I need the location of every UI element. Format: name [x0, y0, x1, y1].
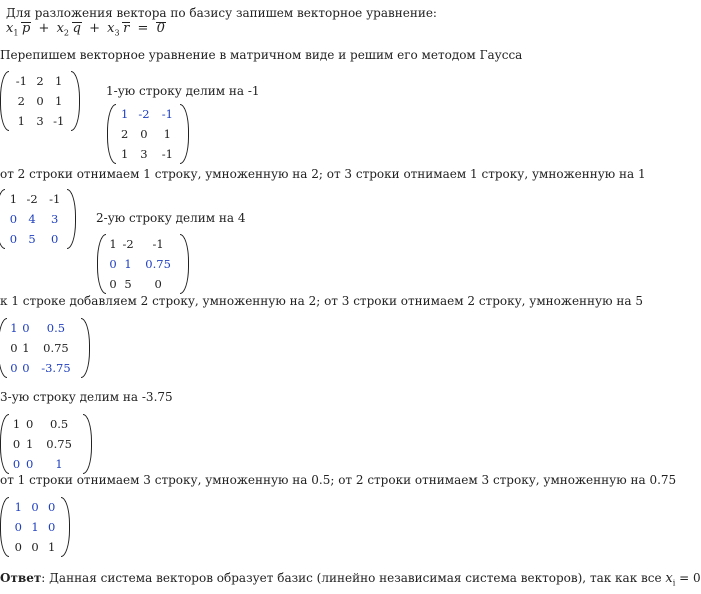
matrix-cell: 0	[22, 361, 30, 375]
matrix-cell: 0	[12, 457, 21, 471]
matrix-cell: 3	[140, 147, 148, 161]
matrix-table	[8, 318, 80, 378]
matrix-row	[8, 338, 80, 358]
matrix-cell: 5	[28, 232, 36, 246]
matrix-step-2	[0, 189, 76, 249]
right-bracket	[83, 414, 92, 474]
equation-term-3: $x_3$ r	[107, 21, 130, 38]
matrix-cell: 0	[25, 417, 34, 431]
matrix-cell: 1	[9, 192, 18, 206]
matrix-row	[117, 124, 179, 144]
matrix-row	[10, 71, 70, 91]
matrix-cell: 0	[31, 500, 39, 514]
left-bracket	[0, 189, 5, 249]
matrix-row	[10, 537, 60, 557]
matrix-row	[10, 434, 82, 454]
answer-tail: = 0	[675, 571, 701, 585]
left-bracket	[0, 497, 9, 557]
equation-term-2: $x_2$ q	[56, 21, 81, 38]
matrix-table	[10, 497, 60, 557]
matrix-cell: 2	[120, 127, 129, 141]
matrix-cell: 0	[14, 540, 22, 554]
matrix-step-4	[0, 318, 90, 378]
matrix-cell: 1	[12, 417, 21, 431]
matrix-step-3	[97, 234, 189, 294]
matrix-cell: 0.75	[145, 257, 171, 271]
matrix-cell: 0	[22, 321, 30, 335]
zero-vector: 0	[156, 21, 165, 36]
matrix-row	[6, 189, 66, 209]
matrix-initial	[0, 71, 80, 131]
matrix-cell: 1	[25, 437, 34, 451]
matrix-row	[10, 111, 70, 131]
matrix-cell: 5	[124, 277, 132, 291]
matrix-row	[6, 229, 66, 249]
matrix-cell: 0	[12, 437, 21, 451]
matrix-cell: 1	[55, 94, 63, 108]
matrix-row	[10, 414, 82, 434]
matrix-cell: 0.5	[46, 321, 66, 335]
plus-sign: +	[38, 21, 50, 36]
intro-text: Для разложения вектора по базису запишем векторное уравнение:	[6, 6, 437, 20]
plus-sign: +	[89, 21, 100, 36]
left-bracket	[0, 414, 9, 474]
left-bracket	[97, 234, 106, 294]
matrix-cell: 1	[17, 114, 25, 128]
step-text-4: к 1 строке добавляем 2 строку, умноженную на 2; от 3 строки отнимаем 2 строку, умноженную на 5	[0, 294, 643, 308]
matrix-cell: 0	[109, 277, 117, 291]
step-text-3: 2-ую строку делим на 4	[96, 211, 246, 225]
matrix-cell: 0	[9, 212, 18, 226]
matrix-cell: 0	[9, 232, 18, 246]
matrix-row	[107, 254, 179, 274]
right-bracket	[81, 318, 90, 378]
right-bracket	[180, 104, 189, 164]
matrix-table	[6, 189, 66, 249]
matrix-cell: -2	[138, 107, 150, 121]
matrix-row	[117, 144, 179, 164]
matrix-cell: 1	[55, 74, 63, 88]
matrix-intro-text: Перепишем векторное уравнение в матричном виде и решим его методом Гаусса	[0, 48, 523, 62]
matrix-cell: 1	[120, 147, 129, 161]
matrix-step-5	[0, 414, 92, 474]
answer-line	[0, 571, 701, 591]
matrix-cell: -1	[15, 74, 27, 88]
matrix-cell: 1	[124, 257, 132, 271]
matrix-cell: 0	[36, 94, 44, 108]
matrix-cell: 0	[14, 520, 22, 534]
matrix-cell: 1	[10, 321, 18, 335]
left-bracket	[0, 71, 9, 131]
matrix-cell: 0	[109, 257, 117, 271]
matrix-table	[117, 104, 179, 164]
matrix-row	[117, 104, 179, 124]
matrix-cell: 0.5	[49, 417, 69, 431]
matrix-cell: 0	[10, 341, 18, 355]
matrix-row	[10, 454, 82, 474]
left-bracket	[107, 104, 116, 164]
matrix-cell: 1	[31, 520, 39, 534]
matrix-cell: 0	[47, 500, 56, 514]
left-bracket	[0, 318, 7, 378]
matrix-cell: 1	[120, 107, 129, 121]
matrix-cell: 1	[109, 237, 117, 251]
matrix-cell: -1	[53, 114, 65, 128]
matrix-final	[0, 497, 70, 557]
matrix-cell: 4	[28, 212, 36, 226]
matrix-cell: 0	[140, 127, 148, 141]
matrix-cell: 0	[10, 361, 18, 375]
matrix-row	[10, 497, 60, 517]
matrix-row	[107, 274, 179, 294]
matrix-cell: 2	[36, 74, 44, 88]
matrix-cell: 3	[51, 212, 59, 226]
matrix-table	[10, 71, 70, 131]
matrix-cell: 1	[14, 500, 22, 514]
matrix-row	[107, 234, 179, 254]
matrix-table	[10, 414, 82, 474]
matrix-step-1	[107, 104, 189, 164]
matrix-cell: -1	[161, 107, 173, 121]
matrix-cell: 0	[154, 277, 162, 291]
matrix-cell: 0	[47, 520, 56, 534]
right-bracket	[71, 71, 80, 131]
matrix-row	[8, 318, 80, 338]
matrix-cell: 0	[31, 540, 39, 554]
matrix-cell: 1	[163, 127, 171, 141]
matrix-table	[107, 234, 179, 294]
matrix-cell: -1	[49, 192, 61, 206]
step-text-6: от 1 строки отнимаем 3 строку, умноженную на 0.5; от 2 строки отнимаем 3 строку, умноженную на 0.75	[0, 473, 677, 487]
matrix-row	[6, 209, 66, 229]
matrix-cell: -2	[26, 192, 38, 206]
matrix-cell: 0	[51, 232, 59, 246]
right-bracket	[180, 234, 189, 294]
matrix-cell: -3.75	[41, 361, 71, 375]
matrix-row	[8, 358, 80, 378]
equals-sign: =	[137, 21, 149, 36]
right-bracket	[61, 497, 70, 557]
answer-variable: $x_i$	[665, 571, 676, 588]
matrix-cell: -2	[122, 237, 134, 251]
matrix-row	[10, 517, 60, 537]
matrix-cell: 0.75	[46, 437, 72, 451]
matrix-cell: 3	[36, 114, 44, 128]
answer-label: Ответ	[0, 571, 42, 585]
equation-term-1: $x_1$ p	[6, 21, 31, 38]
vector-equation	[6, 21, 166, 41]
matrix-cell: 1	[22, 341, 30, 355]
matrix-cell: -1	[161, 147, 173, 161]
step-text-2: от 2 строки отнимаем 1 строку, умноженную на 2; от 3 строки отнимаем 1 строку, умноженную на 1	[0, 167, 646, 181]
matrix-cell: 1	[47, 540, 56, 554]
answer-text: : Данная система векторов образует базис (линейно независимая система векторов), так как все	[41, 571, 666, 585]
matrix-cell: 1	[55, 457, 63, 471]
matrix-cell: -1	[152, 237, 164, 251]
matrix-cell: 2	[17, 94, 25, 108]
matrix-row	[10, 91, 70, 111]
right-bracket	[67, 189, 76, 249]
step-text-1: 1-ую строку делим на -1	[106, 84, 260, 98]
matrix-cell: 0	[25, 457, 34, 471]
matrix-cell: 0.75	[43, 341, 69, 355]
step-text-5: 3-ую строку делим на -3.75	[0, 390, 173, 404]
